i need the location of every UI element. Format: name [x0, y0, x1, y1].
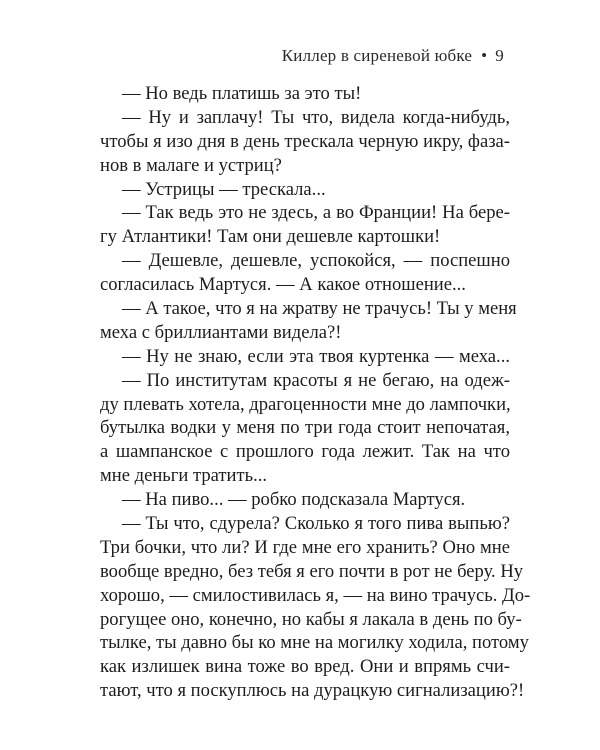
text-line: — Дешевле, дешевле, успокойся, — поспешно [122, 250, 510, 272]
running-head-title: Киллер в сиреневой юбке [281, 46, 473, 65]
body-text [100, 82, 531, 703]
running-head-separator: • [481, 46, 488, 65]
text-line: нов в малаге и устриц? [100, 154, 282, 176]
text-line: — Но ведь платишь за это ты! [122, 83, 362, 104]
text-line: ду плевать хотела, драгоценности мне до лампочки, [100, 393, 511, 415]
text-line: — Устрицы — трескала... [122, 178, 326, 200]
text-line: как излишек вина тоже во вред. Они и впрямь счи- [100, 656, 510, 678]
text-line: бутылка водки у меня по три года стоит непочатая, [100, 417, 510, 439]
text-line: рогущее оно, конечно, но кабы я лакала в день по бу- [100, 608, 522, 630]
text-line: тают, что я поскуплюсь на дурацкую сигнализацию?! [100, 680, 525, 702]
text-line: — По институтам красоты я не бегаю, на одеж- [122, 369, 510, 391]
text-line: — Ну не знаю, если эта твоя куртенка — меха... [122, 345, 510, 367]
text-line: — Так ведь это не здесь, а во Франции! На бере- [122, 202, 510, 224]
text-line: — А такое, что я на жратву не трачусь! Ты у меня [122, 298, 517, 320]
text-line: меха с бриллиантами видела?! [100, 321, 342, 343]
text-line: чтобы я изо дня в день трескала черную икру, фаза- [100, 130, 510, 152]
text-line: — Ну и заплачу! Ты что, видела когда-нибудь, [122, 106, 510, 128]
text-line: вообще вредно, без тебя я его почти в рот не беру. Ну [100, 560, 524, 582]
page-number: 9 [495, 46, 504, 65]
text-line: — Ты что, сдурела? Сколько я того пива выпью? [122, 513, 510, 535]
text-line: согласилась Мартуся. — А какое отношение... [100, 274, 466, 296]
text-line: — На пиво... — робко подсказала Мартуся. [122, 489, 466, 511]
text-line: а шампанское с прошлого года лежит. Так на что [100, 441, 510, 463]
text-line: хорошо, — смилостивилась я, — на вино трачусь. До- [100, 584, 531, 606]
text-line: гу Атлантики! Там они дешевле картошки! [100, 226, 441, 248]
text-line: Три бочки, что ли? И где мне его хранить? Оно мне [100, 536, 510, 558]
text-line: тылке, ты давно бы ко мне на могилку ходила, потому [100, 632, 529, 654]
running-head [282, 46, 504, 66]
text-line: мне деньги тратить... [100, 465, 268, 487]
